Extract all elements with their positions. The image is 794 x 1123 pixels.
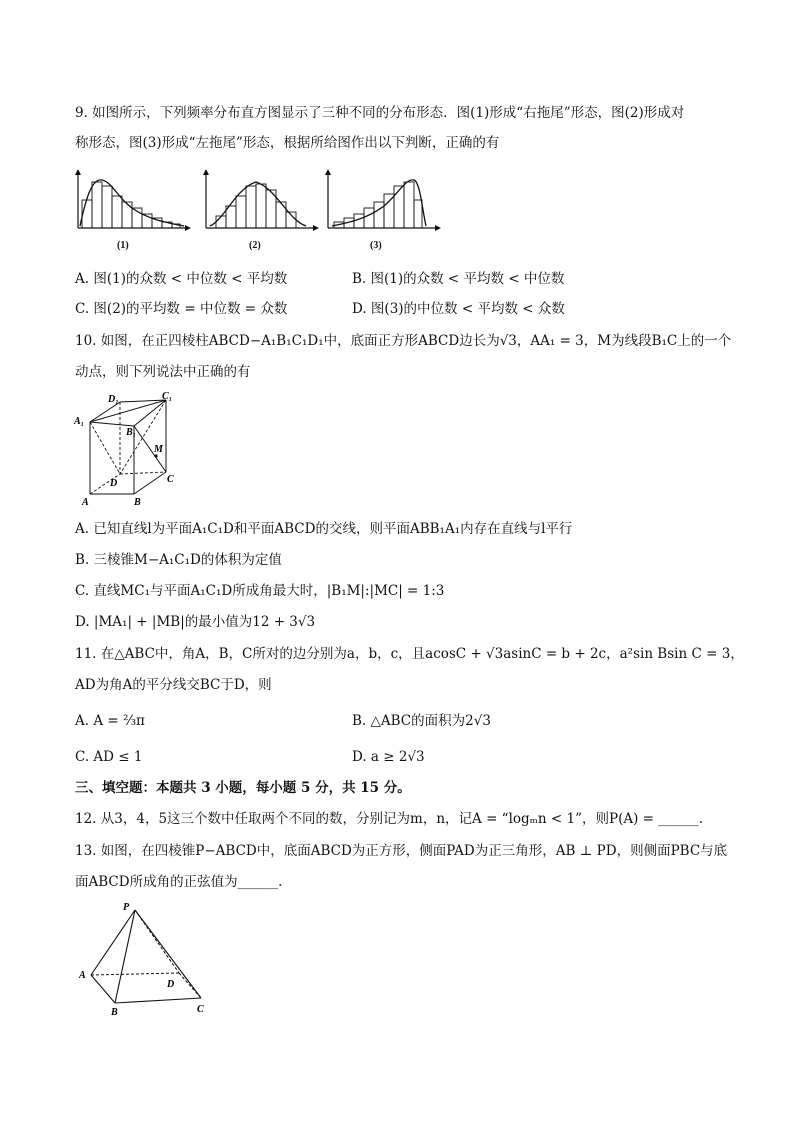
label-d: D xyxy=(110,478,118,489)
label-d1: D₁ xyxy=(108,394,119,405)
q10-option-d[interactable]: D. |MA₁| + |MB|的最小值为12 + 3√3 xyxy=(75,614,316,630)
label-m: M xyxy=(154,444,163,455)
pyramid-figure xyxy=(75,898,215,1018)
prism-figure xyxy=(72,390,187,508)
q12-text: 12. 从3，4，5这三个数中任取两个不同的数，分别记为m，n，记A = “logₘn < 1”，则P(A) = ______. xyxy=(75,811,704,827)
q11-text-line1: 11. 在△ABC中，角A，B，C所对的边分别为a，b，c，且acosC + √3asinC = b + 2c，a²sin Bsin C = 3， xyxy=(75,646,744,662)
q9-option-c[interactable]: C. 图(2)的平均数 = 中位数 = 众数 xyxy=(75,301,288,317)
q13-text-line1: 13. 如图，在四棱锥P−ABCD中，底面ABCD为正方形，侧面PAD为正三角形，AB ⊥ PD，则侧面PBC与底 xyxy=(75,843,728,859)
histogram-1-caption: (1) xyxy=(117,240,129,251)
histogram-2-caption: (2) xyxy=(249,240,261,251)
label-p: P xyxy=(123,902,130,913)
label-c: C xyxy=(197,1004,204,1015)
label-b: B xyxy=(134,497,141,508)
q11-option-a[interactable]: A. A = ⅔π xyxy=(75,713,145,729)
q13-text-line2: 面ABCD所成角的正弦值为______. xyxy=(75,874,283,890)
q10-option-b[interactable]: B. 三棱锥M−A₁C₁D的体积为定值 xyxy=(75,552,282,568)
histogram-1 xyxy=(72,168,192,236)
q11-option-d[interactable]: D. a ≥ 2√3 xyxy=(352,749,425,765)
q9-option-b[interactable]: B. 图(1)的众数 < 平均数 < 中位数 xyxy=(352,271,565,287)
q9-text-line2: 称形态，图(3)形成“左拖尾”形态，根据所给图作出以下判断，正确的有 xyxy=(75,135,500,151)
label-b1: B₁ xyxy=(126,427,137,438)
q11-option-c[interactable]: C. AD ≤ 1 xyxy=(75,749,143,765)
histogram-3 xyxy=(322,168,442,236)
label-a1: A₁ xyxy=(74,416,85,427)
q9-option-d[interactable]: D. 图(3)的中位数 < 平均数 < 众数 xyxy=(352,301,565,317)
q10-option-a[interactable]: A. 已知直线l为平面A₁C₁D和平面ABCD的交线，则平面ABB₁A₁内存在直线与l平行 xyxy=(75,521,573,537)
q11-option-b[interactable]: B. △ABC的面积为2√3 xyxy=(352,713,491,729)
histogram-3-caption: (3) xyxy=(370,240,382,251)
label-c: C xyxy=(167,474,174,485)
label-c1: C₁ xyxy=(162,391,173,402)
section-3-heading: 三、填空题：本题共 3 小题，每小题 5 分，共 15 分。 xyxy=(75,780,411,796)
q10-text-line2: 动点，则下列说法中正确的有 xyxy=(75,364,251,380)
q11-text-line2: AD为角A的平分线交BC于D，则 xyxy=(75,677,272,693)
label-b: B xyxy=(111,1007,118,1018)
q10-option-c[interactable]: C. 直线MC₁与平面A₁C₁D所成角最大时，|B₁M|:|MC| = 1:3 xyxy=(75,583,445,599)
label-a: A xyxy=(79,970,86,981)
q10-text-line1: 10. 如图，在正四棱柱ABCD−A₁B₁C₁D₁中，底面正方形ABCD边长为√3，AA₁ = 3，M为线段B₁C上的一个 xyxy=(75,333,732,349)
histogram-2 xyxy=(200,168,320,236)
q9-option-a[interactable]: A. 图(1)的众数 < 中位数 < 平均数 xyxy=(75,271,288,287)
label-a: A xyxy=(82,497,89,508)
q9-text-line1: 9. 如图所示，下列频率分布直方图显示了三种不同的分布形态．图(1)形成“右拖尾”形态，图(2)形成对 xyxy=(75,105,685,121)
label-d: D xyxy=(167,979,175,990)
